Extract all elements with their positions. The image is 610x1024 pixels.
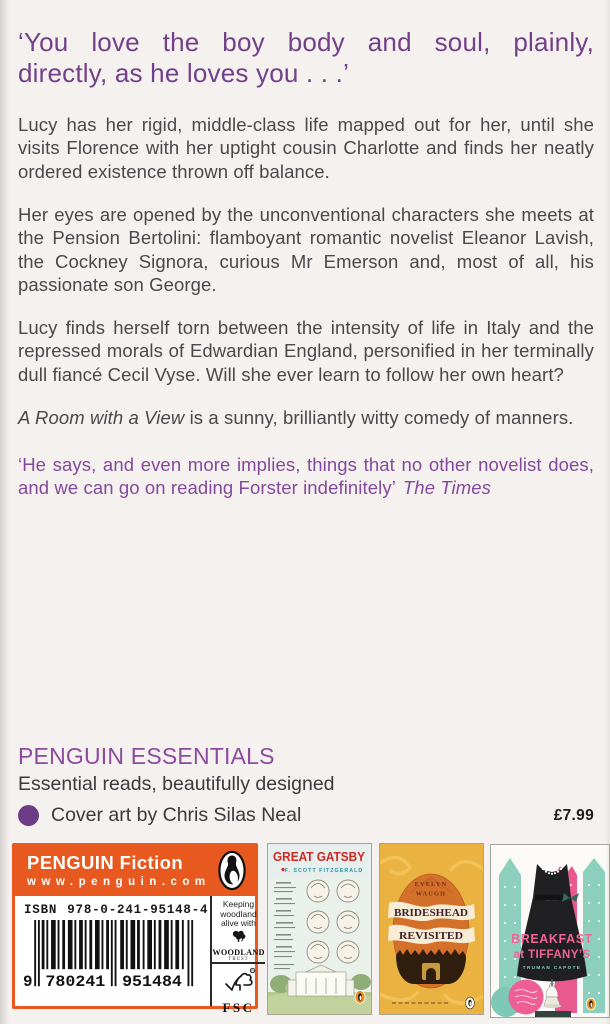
series-title: PENGUIN ESSENTIALS bbox=[18, 743, 275, 769]
woodland-line3: alive with bbox=[221, 918, 256, 928]
woodland-line2: woodland bbox=[220, 908, 257, 919]
cover-quote-line2: directly, as he loves you . . .’ bbox=[18, 58, 350, 88]
publisher-barcode-box bbox=[12, 843, 265, 1015]
back-cover-text bbox=[18, 27, 594, 500]
tiffany-title-line2: at TIFFANY’S bbox=[513, 949, 591, 961]
woodland-trust-icon bbox=[231, 930, 247, 942]
brideshead-title-line1: BRIDESHEAD bbox=[394, 907, 469, 919]
barcode-digits-left: 780241 bbox=[45, 973, 106, 990]
press-quote-source: The Times bbox=[402, 477, 492, 499]
series-dot-icon bbox=[18, 805, 39, 826]
woodland-sub: TRUST bbox=[228, 956, 249, 962]
cover-art-credit: Cover art by Chris Silas Neal bbox=[51, 804, 302, 826]
gatsby-title: GREAT GATSBY bbox=[273, 849, 366, 864]
svg-text:R: R bbox=[250, 968, 254, 973]
website: www.penguin.com bbox=[27, 876, 211, 888]
cover-quote-line1: ‘You love the boy body and soul, plainly, bbox=[18, 27, 594, 57]
eco-column bbox=[212, 896, 265, 1015]
barcode-prefix: 9 bbox=[23, 973, 33, 990]
penguin-logo-icon bbox=[217, 850, 247, 891]
barcode bbox=[23, 920, 195, 990]
barcode-zone bbox=[15, 896, 212, 1006]
synopsis-paragraph-1: Lucy has her rigid, middle-class life mapped out for her, until she visits Florence with her uptight cousin Charlotte and finds her neatly ordered existence thrown off balance. bbox=[18, 114, 594, 182]
gatsby-author: F. SCOTT FITZGERALD bbox=[284, 868, 364, 874]
synopsis bbox=[18, 113, 594, 429]
press-quote-text: ‘He says, and even more implies, things that no other novelist does, and we can go on reading Forster indefinitely’ bbox=[18, 453, 594, 499]
woodland-line1: Keeping bbox=[222, 899, 255, 909]
series-subtitle: Essential reads, beautifully designed bbox=[18, 773, 335, 795]
synopsis-paragraph-2: Her eyes are opened by the unconventional characters she meets at the Pension Bertolini: flamboyant romantic novelist Eleanor Lavish, the Cockney Signora, curious Mr Emerson and, most of all, his passionate son George. bbox=[18, 203, 594, 295]
tiffany-title-line1: BREAKFAST bbox=[511, 932, 593, 946]
series-block bbox=[18, 742, 594, 827]
isbn-line bbox=[24, 903, 208, 917]
brideshead-gate-illustration bbox=[396, 949, 466, 984]
brideshead-author-line2: WAUGH bbox=[415, 890, 447, 898]
mini-cover-brideshead-revisited bbox=[379, 843, 484, 1015]
cover-quote bbox=[18, 27, 594, 89]
mini-cover-great-gatsby bbox=[267, 843, 372, 1015]
publisher-body bbox=[15, 896, 265, 1015]
tagline-rest: is a sunny, brilliantly witty comedy of manners. bbox=[184, 406, 574, 428]
fsc-label: FSC bbox=[222, 999, 255, 1015]
tagline bbox=[18, 406, 594, 429]
fsc-icon bbox=[222, 967, 256, 997]
woodland-trust-badge bbox=[212, 896, 264, 964]
tagline-book-title: A Room with a View bbox=[18, 406, 185, 428]
tiffany-publisher-strip bbox=[535, 1011, 571, 1017]
brideshead-penguin-logo-icon bbox=[466, 997, 475, 1009]
price: £7.99 bbox=[553, 806, 594, 824]
credit-row bbox=[18, 804, 594, 827]
fsc-badge bbox=[212, 964, 264, 1014]
barcode-digits-right: 951484 bbox=[122, 973, 183, 990]
brideshead-title-line2: REVISITED bbox=[399, 930, 464, 942]
isbn-label: ISBN bbox=[24, 903, 58, 917]
tiffany-author: TRUMAN CAPOTE bbox=[522, 965, 582, 970]
bottom-row bbox=[12, 843, 608, 1018]
imprint: PENGUIN Fiction bbox=[27, 852, 184, 873]
tiffany-penguin-logo-icon bbox=[586, 998, 595, 1010]
synopsis-paragraph-3: Lucy finds herself torn between the intensity of life in Italy and the repressed morals of Edwardian England, personified in her terminally dull fiancé Cecil Vyse. Will she ever learn to follow her own heart? bbox=[18, 316, 594, 385]
gatsby-penguin-logo-icon bbox=[355, 991, 365, 1004]
brideshead-author-line1: EVELYN bbox=[414, 881, 448, 888]
press-quote bbox=[18, 453, 594, 500]
publisher-header bbox=[15, 846, 255, 896]
woodland-name: WOODLAND bbox=[212, 947, 265, 957]
mini-cover-breakfast-at-tiffanys bbox=[490, 844, 610, 1018]
isbn-value: 978-0-241-95148-4 bbox=[67, 903, 209, 917]
tiffany-review-badge bbox=[509, 980, 544, 1015]
